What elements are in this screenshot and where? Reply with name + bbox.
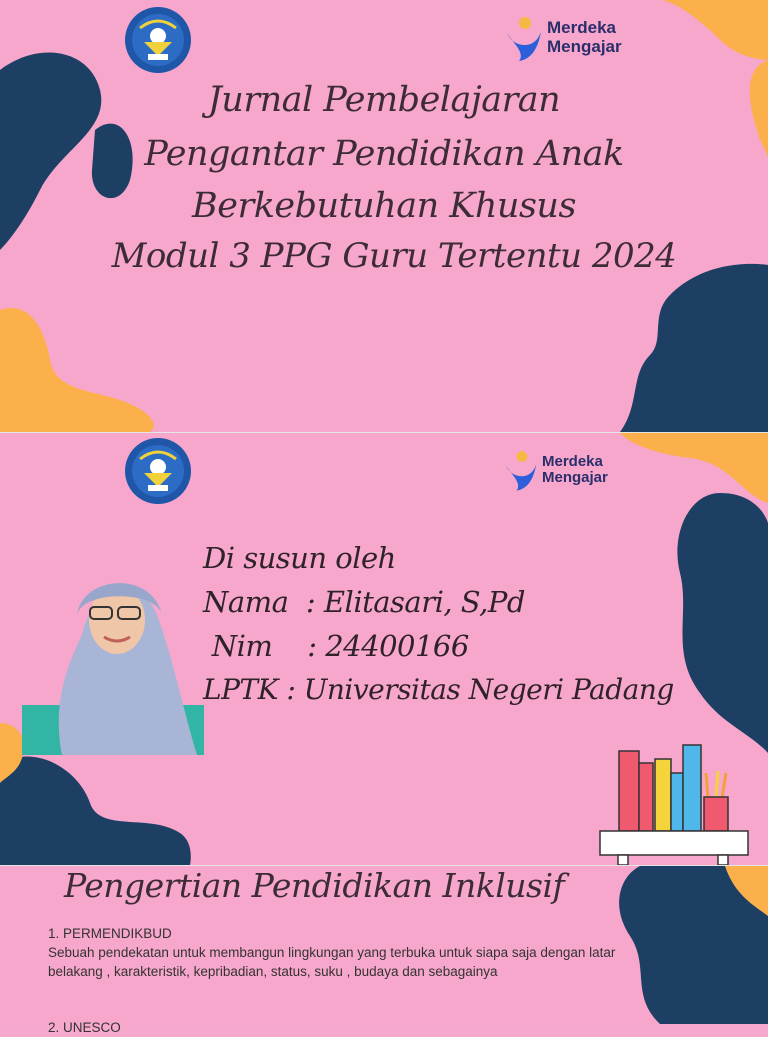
decor-blob-left-orange bbox=[0, 300, 170, 432]
tut-wuri-handayani-emblem bbox=[124, 6, 192, 74]
decor-blob-right-orange bbox=[715, 866, 768, 926]
brand-line2: Mengajar bbox=[542, 469, 608, 486]
info-line-3: Nim : 24400166 bbox=[203, 629, 469, 663]
author-photo bbox=[22, 555, 204, 755]
info-line-2: Nama : Elitasari, S,Pd bbox=[203, 585, 525, 619]
brand-line2: Mengajar bbox=[547, 37, 622, 56]
tut-wuri-handayani-emblem bbox=[124, 437, 192, 505]
title-line-3: Berkebutuhan Khusus bbox=[192, 186, 576, 226]
title-line-2: Pengantar Pendidikan Anak bbox=[144, 134, 624, 174]
books-illustration bbox=[598, 743, 750, 865]
definition-item1-body: Sebuah pendekatan untuk membangun lingkungan yang terbuka untuk siapa saja dengan latar belakang , karakteristik, kepribadian, status, suku , budaya dan sebagainya bbox=[48, 945, 616, 979]
slide-definition bbox=[0, 865, 768, 1035]
merdeka-mengajar-icon bbox=[505, 15, 543, 61]
slide-title bbox=[0, 0, 768, 432]
merdeka-mengajar-icon bbox=[504, 449, 538, 491]
title-line-4: Modul 3 PPG Guru Tertentu 2024 bbox=[111, 236, 677, 276]
merdeka-mengajar-logo bbox=[504, 449, 608, 491]
merdeka-mengajar-logo bbox=[505, 15, 622, 61]
decor-blob-right-navy bbox=[600, 255, 768, 432]
slide-author bbox=[0, 432, 768, 865]
definition-item2-heading: 2. UNESCO bbox=[48, 1020, 121, 1035]
brand-line1: Merdeka bbox=[542, 452, 603, 470]
info-line-1: Di susun oleh bbox=[203, 541, 396, 575]
definition-title: Pengertian Pendidikan Inklusif bbox=[64, 866, 565, 905]
title-line-1: Jurnal Pembelajaran bbox=[207, 80, 561, 120]
pencil-cup-icon bbox=[704, 771, 728, 831]
decor-blob-right-navy bbox=[660, 493, 768, 753]
info-line-4: LPTK : Universitas Negeri Padang bbox=[203, 673, 674, 706]
brand-line1: Merdeka bbox=[547, 18, 616, 38]
definition-item1-heading: 1. PERMENDIKBUD bbox=[48, 926, 172, 941]
